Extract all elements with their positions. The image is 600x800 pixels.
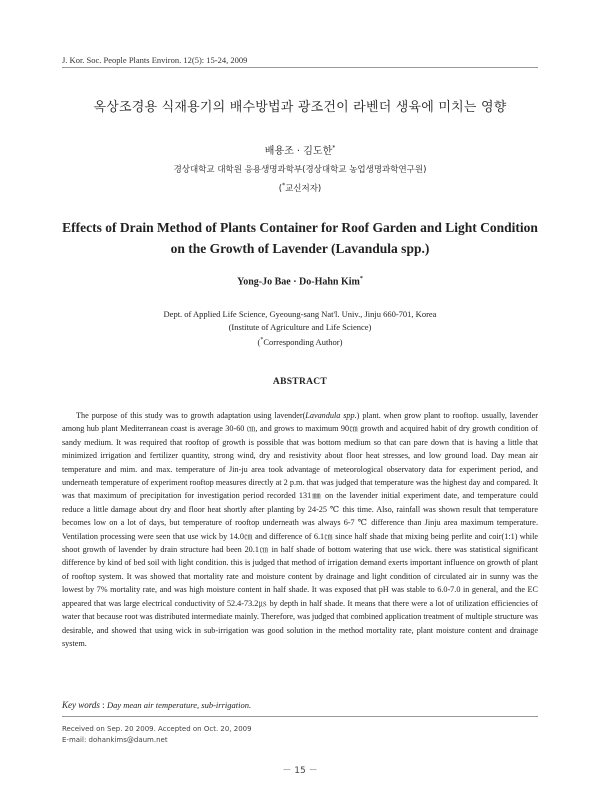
keywords-label: Key words [62,700,100,710]
journal-header: J. Kor. Soc. People Plants Environ. 12(5): 15-24, 2009 [62,55,248,65]
abstract-paragraph [62,409,538,650]
korean-corresponding-note: (*교신저자) [278,182,322,194]
korean-author-names: 배용조 · 김도한 [264,146,333,157]
abstract-heading: ABSTRACT [272,377,328,387]
korean-authors [0,142,600,157]
abstract-species-italic: Lavandula spp. [305,411,357,420]
korean-corresponding-mark: * [332,144,336,152]
english-author-names: Yong-Jo Bae · Do-Hahn Kim [237,276,360,288]
english-title [0,217,600,259]
footnote-divider [62,716,538,717]
korean-affiliation-block [0,163,600,197]
korean-affiliation: 경상대학교 대학원 응용생명과학부(경상대학교 농업생명과학연구원) [173,165,427,175]
keywords-separator: : [99,700,107,710]
korean-note-mark: * [282,182,286,189]
english-affiliation-line1: Dept. of Applied Life Science, Gyeoung-sang Nat'l. Univ., Jinju 660-701, Korea [163,309,437,319]
english-title-line2: on the Growth of Lavender (Lavandula spp.) [170,241,430,256]
english-corresponding-mark: * [359,276,363,282]
english-authors [0,276,600,287]
abstract-intro: The purpose of this study was to growth adaptation using lavender( [76,411,306,420]
english-affiliation-block [0,308,600,349]
english-note-mark: * [260,337,264,343]
received-date: Received on Sep. 20 2009. Accepted on Oct. 20, 2009 [62,725,252,733]
english-title-line1: Effects of Drain Method of Plants Container for Roof Garden and Light Condition [62,220,538,235]
english-affiliation-line2: (Institute of Agriculture and Life Science) [228,322,372,332]
english-note-text: Corresponding Author) [263,336,343,347]
footnote [62,724,252,746]
korean-title: 옥상조경용 식재용기의 배수방법과 광조건이 라벤더 생육에 미치는 영향 [93,100,507,115]
keywords-value: Day mean air temperature, sub-irrigation. [106,700,252,710]
abstract-body [62,409,538,650]
page-number: － 15 － [282,766,318,776]
header-divider [62,67,538,68]
abstract-text: ) plant. when grow plant to rooftop. usually, lavender among hub plant Mediterranean coast is average 30-60 ㎝, and grows to maximum 90㎝ growth and acquired habit of dry growth condition of sandy medium. It was required that rooftop of growth is possible that was bottom medium so that can pare down that is having a little that minimized irrigation and fertilizer quantity, strong wind, dry and resistivity about floor heat stresses, and low ground load. Day mean air temperature and mim. and max. temperature of Jin-ju area took advantage of meteorological observatory data for experiment period, and underneath temperature of experiment rooftop measures directly at 2 p.m. that was judged that temperature was the highest day and compared. It was that maximum of precipitation for investigation period recorded 131㎜ on the lavender initial experiment date, and temperature could reduce a little damage about dry and floor heat shortly after planting by 24-25 ℃ this time. Also, rainfall was shown result that temperature becomes low on a lot of days, but temperature of rooftop underneath was always 6-7 ℃ difference than Jinju area maximum temperature. Ventilation processing were seen that use wick by 14.0㎝ and difference of 6.1㎝ since half shade that mixing being perlite and coir(1:1) while shoot growth of lavender by drain structure had been 20.1㎝ in half shade of bottom watering that use wick. there was statistical significant difference by kind of bed soil with light condition. this is judged that method of irrigation demand exerts important influence on growth of plant of rooftop system. It was showed that mortality rate and moisture content by drainage and light condition of circulated air in sunny was the lowest by 7% mortality rate, and was high moisture content in half shade. It was exposed that pH was stable to 6.0-7.0 in general, and the EC appeared that was large electrical conductivity of 52.4-73.2㎲ by depth in half shade. It means that there were a lot of utilization efficiencies of water that because root was distributed intermediate mainly. Therefore, was judged that combined application treatment of multiple structure was desirable, and showed that using wick in sub-irrigation was good solution in the method mortality rate, plant moisture content and drainage system. [62,411,538,648]
keywords [62,700,251,710]
email: E-mail: dohankims@daum.net [62,736,168,744]
korean-note-text: 교신저자 [285,183,318,194]
english-corresponding-note: (*Corresponding Author) [257,336,343,347]
